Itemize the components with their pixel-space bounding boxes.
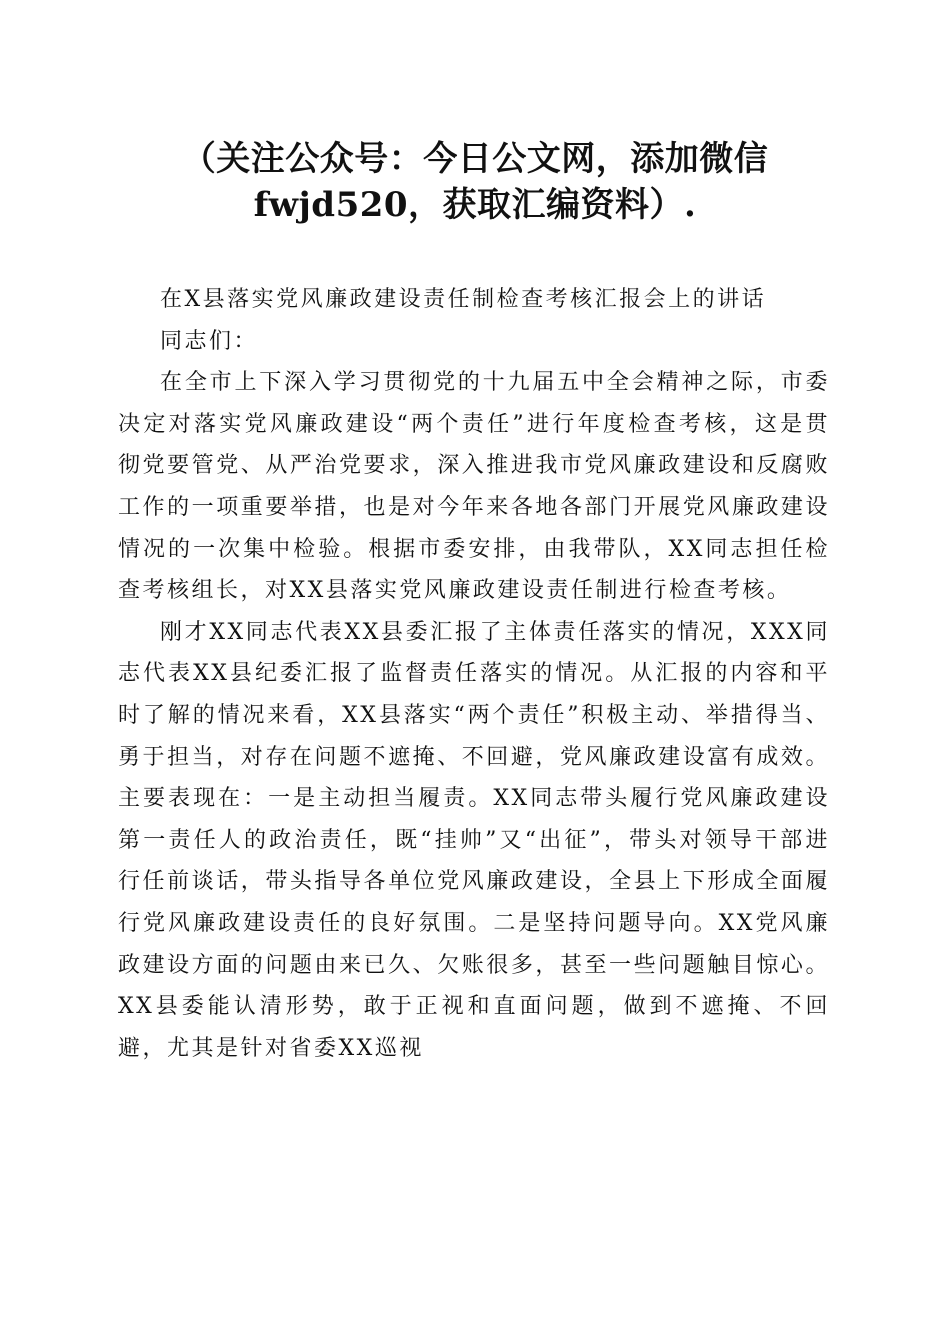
- paragraph-1: 在全市上下深入学习贯彻党的十九届五中全会精神之际，市委决定对落实党风廉政建设“两个责任”进行年度检查考核，这是贯彻党要管党、从严治党要求，深入推进我市党风廉政建设和反腐败工作的一项重要举措，也是对今年来各地各部门开展党风廉政建设情况的一次集中检验。根据市委安排，由我带队，XX同志担任检查考核组长，对XX县落实党风廉政建设责任制进行检查考核。: [118, 370, 830, 604]
- speech-title: 在X县落实党风廉政建设责任制检查考核汇报会上的讲话: [160, 287, 767, 312]
- salutation: 同志们：: [160, 328, 259, 354]
- paragraph-2: 刚才XX同志代表XX县委汇报了主体责任落实的情况，XXX同志代表XX县纪委汇报了监督责任落实的情况。从汇报的内容和平时了解的情况来看，XX县落实“两个责任”积极主动、举措得当、勇于担当，对存在问题不遮掩、不回避，党风廉政建设富有成效。主要表现在：一是主动担当履责。XX同志带头履行党风廉政建设第一责任人的政治责任，既“挂帅”又“出征”，带头对领导干部进行任前谈话，带头指导各单位党风廉政建设，全县上下形成全面履行党风廉政建设责任的良好氛围。二是坚持问题导向。XX党风廉政建设方面的问题由来已久、欠账很多，甚至一些问题触目惊心。XX县委能认清形势，敢于正视和直面问题，做到不遮掩、不回避，尤其是针对省委XX巡视: [118, 619, 830, 1061]
- promo-header-line-1: （关注公众号：今日公文网，添加微信: [181, 139, 769, 179]
- document-body: [118, 279, 830, 1069]
- promo-header: [100, 136, 850, 228]
- promo-header-line-2: fwjd520，获取汇编资料）.: [253, 185, 697, 225]
